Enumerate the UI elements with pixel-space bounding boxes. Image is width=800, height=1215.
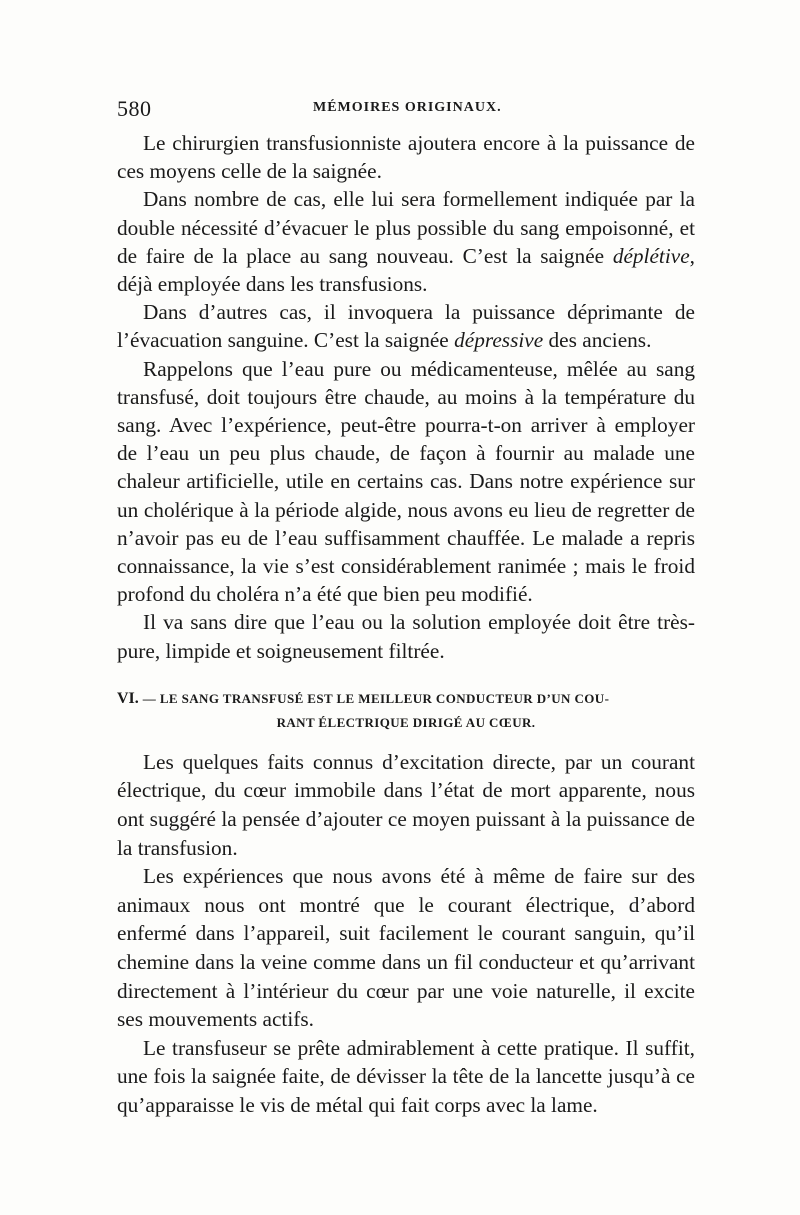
section-heading-text: — LE SANG TRANSFUSÉ EST LE MEILLEUR CONDUCTEUR D’UN COU- bbox=[142, 690, 610, 706]
text-run: des anciens. bbox=[543, 328, 652, 353]
page-number: 580 bbox=[117, 96, 152, 121]
paragraph bbox=[117, 185, 695, 298]
paragraph: Le chirurgien transfusionniste ajoutera encore à la puissance de ces moyens celle de la saignée. bbox=[117, 131, 695, 184]
running-head bbox=[117, 96, 695, 124]
running-title: MÉMOIRES ORIGINAUX. bbox=[313, 100, 502, 115]
paragraph: Le transfuseur se prête admirablement à cette pratique. Il suffit, une fois la saignée faite, de dévisser la tête de la lancette jusqu’à ce qu’apparaisse le vis de métal qui fait corps avec la lame. bbox=[117, 1035, 695, 1117]
paragraph bbox=[117, 298, 695, 354]
section-heading-line-2: RANT ÉLECTRIQUE DIRIGÉ AU CŒUR. bbox=[276, 714, 536, 730]
paragraph: Les quelques faits connus d’excitation directe, par un courant électrique, du cœur immobile dans l’état de mort apparente, nous ont suggéré la pensée d’ajouter ce moyen puissant à la puissance de la transfusion. bbox=[117, 749, 695, 860]
section-number: VI. bbox=[117, 689, 139, 707]
paragraph: Rappelons que l’eau pure ou médicamenteuse, mêlée au sang transfusé, doit toujours être chaude, au moins à la température du sang. Avec l’expérience, peut-être pourra-t-on arriver à employer de l’eau un peu plus chaude, de façon à fournir au malade une chaleur artificielle, utile en certains cas. Dans notre expérience sur un cholérique à la période algide, nous avons eu lieu de regretter de n’avoir pas eu de l’eau suffisamment chauffée. Le malade a repris connaissance, la vie s’est considérablement ranimée ; mais le froid profond du choléra n’a été que bien peu modifié. bbox=[117, 356, 695, 607]
section-heading-line-1 bbox=[117, 688, 695, 710]
section-body bbox=[117, 748, 695, 1120]
paragraph: Il va sans dire que l’eau ou la solution employée doit être très-pure, limpide et soigneusement filtrée. bbox=[117, 610, 695, 663]
paragraph: Les expériences que nous avons été à même de faire sur des animaux nous ont montré que le courant électrique, d’abord enfermé dans l’appareil, suit facilement le courant sanguin, qu’il chemine dans la veine comme dans un fil conducteur et qu’arrivant directement à l’intérieur du cœur par une voie naturelle, il excite ses mouvements actifs. bbox=[117, 864, 695, 1032]
text-run: Dans d’autres cas, il invoquera la puissance déprimante de l’évacuation sanguine. C’est la saignée bbox=[117, 300, 695, 353]
section-heading bbox=[117, 688, 695, 734]
body-text bbox=[117, 129, 695, 1120]
text-run: , déjà employée dans les transfusions. bbox=[117, 243, 695, 297]
italic-term: dépressive bbox=[454, 328, 544, 353]
italic-term: déplétive bbox=[612, 243, 690, 268]
text-run: Dans nombre de cas, elle lui sera formellement indiquée par la double nécessité d’évacuer le plus possible du sang empoisonné, et de faire de la place au sang nouveau. C’est la saignée bbox=[117, 187, 695, 268]
